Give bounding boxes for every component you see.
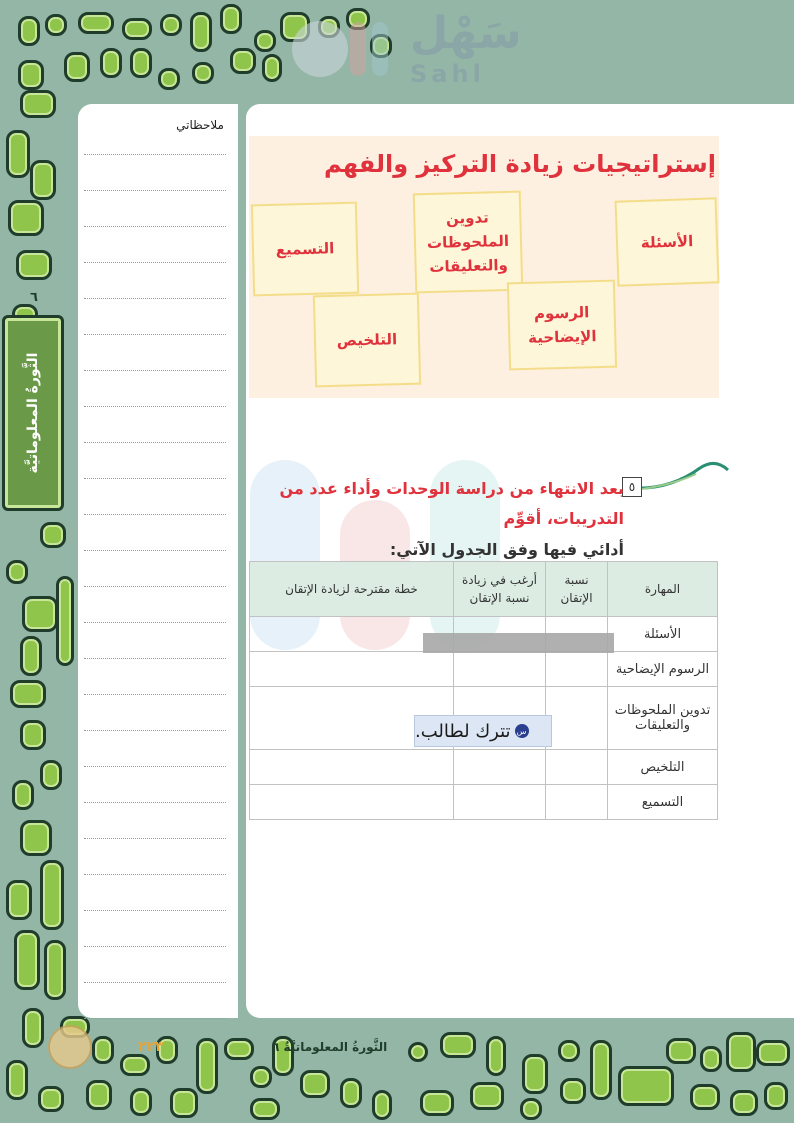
note-line (84, 478, 226, 479)
assessment-table (249, 561, 718, 820)
mastery-cell[interactable] (546, 750, 608, 785)
decorative-pill (22, 596, 58, 632)
decorative-pill (560, 1078, 586, 1104)
decorative-pill (38, 1086, 64, 1112)
question-text-red: بعد الانتهاء من دراسة الوحدات وأداء عدد من التدريبات، أقوِّم (279, 479, 624, 529)
decorative-pill (44, 940, 66, 1000)
want-cell[interactable] (454, 750, 546, 785)
swirl-icon (630, 456, 730, 496)
decorative-pill (20, 90, 56, 118)
header-skill: المهارة (608, 562, 718, 617)
question-number: ٥ (622, 477, 642, 497)
note-line (84, 910, 226, 911)
decorative-pill (250, 1098, 280, 1120)
decorative-pill (250, 1066, 272, 1088)
footer-title: الثَّورةُ المعلوماتيَّةُ ٦ (272, 1040, 388, 1054)
note-line (84, 694, 226, 695)
notes-title: ملاحظاتي (176, 118, 224, 132)
skill-cell: التلخيص (608, 750, 718, 785)
card-diagrams: الرسوم الإيضاحية (507, 280, 617, 371)
decorative-pill (220, 4, 242, 34)
decorative-pill (56, 576, 74, 666)
redaction-bar (423, 633, 614, 653)
decorative-pill (45, 14, 67, 36)
answer-badge-icon: س (515, 724, 529, 738)
logo-subtitle: Sahl (410, 60, 485, 88)
decorative-pill (100, 48, 122, 78)
notes-column (78, 104, 238, 1018)
note-line (84, 550, 226, 551)
table-row (250, 750, 718, 785)
decorative-pill (64, 52, 90, 82)
decorative-pill (764, 1082, 788, 1110)
decorative-pill (6, 560, 28, 584)
skill-cell: الرسوم الإيضاحية (608, 652, 718, 687)
strategies-title: إستراتيجيات زيادة التركيز والفهم (324, 150, 716, 178)
decorative-pill (6, 880, 32, 920)
decorative-pill (254, 30, 276, 52)
decorative-pill (690, 1084, 720, 1110)
answer-text: تترك لطالب. (415, 720, 511, 742)
note-line (84, 442, 226, 443)
note-line (84, 946, 226, 947)
decorative-pill (700, 1046, 722, 1072)
note-line (84, 262, 226, 263)
decorative-pill (14, 930, 40, 990)
note-line (84, 154, 226, 155)
note-line (84, 802, 226, 803)
decorative-pill (40, 760, 62, 790)
card-summary: التلخيص (313, 293, 421, 388)
decorative-pill (92, 1036, 114, 1064)
decorative-pill (12, 780, 34, 810)
card-recitation: التسميع (251, 202, 359, 297)
table-row (250, 785, 718, 820)
decorative-pill (730, 1090, 758, 1116)
decorative-pill (420, 1090, 454, 1116)
question-text (224, 474, 624, 565)
decorative-pill (122, 18, 152, 40)
decorative-pill (16, 250, 52, 280)
note-line (84, 622, 226, 623)
note-line (84, 658, 226, 659)
decorative-pill (340, 1078, 362, 1108)
header-mastery: نسبة الإتقان (546, 562, 608, 617)
skill-cell: الأسئلة (608, 617, 718, 652)
decorative-pill (192, 62, 214, 84)
decorative-pill (190, 12, 212, 52)
decorative-pill (520, 1098, 542, 1120)
header-plan: خطة مقترحة لزيادة الإتقان (250, 562, 454, 617)
header-want: أرغب في زيادة نسبة الإتقان (454, 562, 546, 617)
note-line (84, 586, 226, 587)
decorative-pill (78, 12, 114, 34)
note-line (84, 766, 226, 767)
decorative-pill (486, 1036, 506, 1076)
note-line (84, 1018, 226, 1019)
decorative-pill (230, 48, 256, 74)
note-line (84, 226, 226, 227)
chapter-number: ٦ (30, 290, 38, 305)
decorative-pill (666, 1038, 696, 1064)
decorative-pill (120, 1054, 150, 1076)
decorative-pill (470, 1082, 504, 1110)
mastery-cell[interactable] (546, 687, 608, 750)
decorative-pill (86, 1080, 112, 1110)
note-line (84, 406, 226, 407)
decorative-pill (18, 16, 40, 46)
mastery-cell[interactable] (546, 652, 608, 687)
decorative-pill (756, 1040, 790, 1066)
decorative-pill (22, 1008, 44, 1048)
decorative-pill (196, 1038, 218, 1094)
decorative-pill (160, 14, 182, 36)
decorative-pill (300, 1070, 330, 1098)
decorative-pill (20, 820, 52, 856)
logo-text: سَهْل (410, 8, 522, 59)
decorative-pill (10, 680, 46, 708)
note-line (84, 190, 226, 191)
decorative-pill (618, 1066, 674, 1106)
skill-cell: تدوين الملحوظات والتعليقات (608, 687, 718, 750)
chapter-side-title: الثَّورةُ المعلوماتيَّة (25, 352, 41, 474)
answer-callout (414, 715, 552, 747)
plan-cell[interactable] (250, 785, 454, 820)
note-line (84, 334, 226, 335)
decorative-pill (18, 60, 44, 90)
decorative-pill (558, 1040, 580, 1062)
decorative-pill (590, 1040, 612, 1100)
chapter-side-band (2, 315, 64, 511)
note-line (84, 838, 226, 839)
decorative-pill (40, 860, 64, 930)
want-cell[interactable] (454, 785, 546, 820)
decorative-pill (726, 1032, 756, 1072)
note-line (84, 982, 226, 983)
decorative-pill (8, 200, 44, 236)
decorative-pill (6, 130, 30, 178)
decorative-pill (170, 1088, 198, 1118)
decorative-pill (30, 160, 56, 200)
decorative-pill (158, 68, 180, 90)
note-line (84, 730, 226, 731)
skill-cell: التسميع (608, 785, 718, 820)
sahl-logo-icon (280, 14, 400, 84)
card-notes: تدوين الملحوظات والتعليقات (413, 191, 524, 294)
page-corner-icon (48, 1025, 92, 1069)
note-line (84, 370, 226, 371)
page-number: ٢٢٣ (138, 1039, 164, 1055)
decorative-pill (6, 1060, 28, 1100)
decorative-pill (40, 522, 66, 548)
mastery-cell[interactable] (546, 785, 608, 820)
question-text-dark: أدائي فيها وفق الجدول الآتي: (389, 539, 624, 559)
decorative-pill (440, 1032, 476, 1058)
decorative-pill (522, 1054, 548, 1094)
card-questions: الأسئلة (615, 197, 720, 287)
decorative-pill (408, 1042, 428, 1062)
plan-cell[interactable] (250, 750, 454, 785)
decorative-pill (224, 1038, 254, 1060)
decorative-pill (20, 636, 42, 676)
decorative-pill (130, 1088, 152, 1116)
note-line (84, 874, 226, 875)
decorative-pill (20, 720, 46, 750)
decorative-pill (130, 48, 152, 78)
table-row (250, 652, 718, 687)
note-line (84, 514, 226, 515)
decorative-pill (262, 54, 282, 82)
want-cell[interactable] (454, 652, 546, 687)
note-line (84, 298, 226, 299)
decorative-pill (372, 1090, 392, 1120)
plan-cell[interactable] (250, 652, 454, 687)
